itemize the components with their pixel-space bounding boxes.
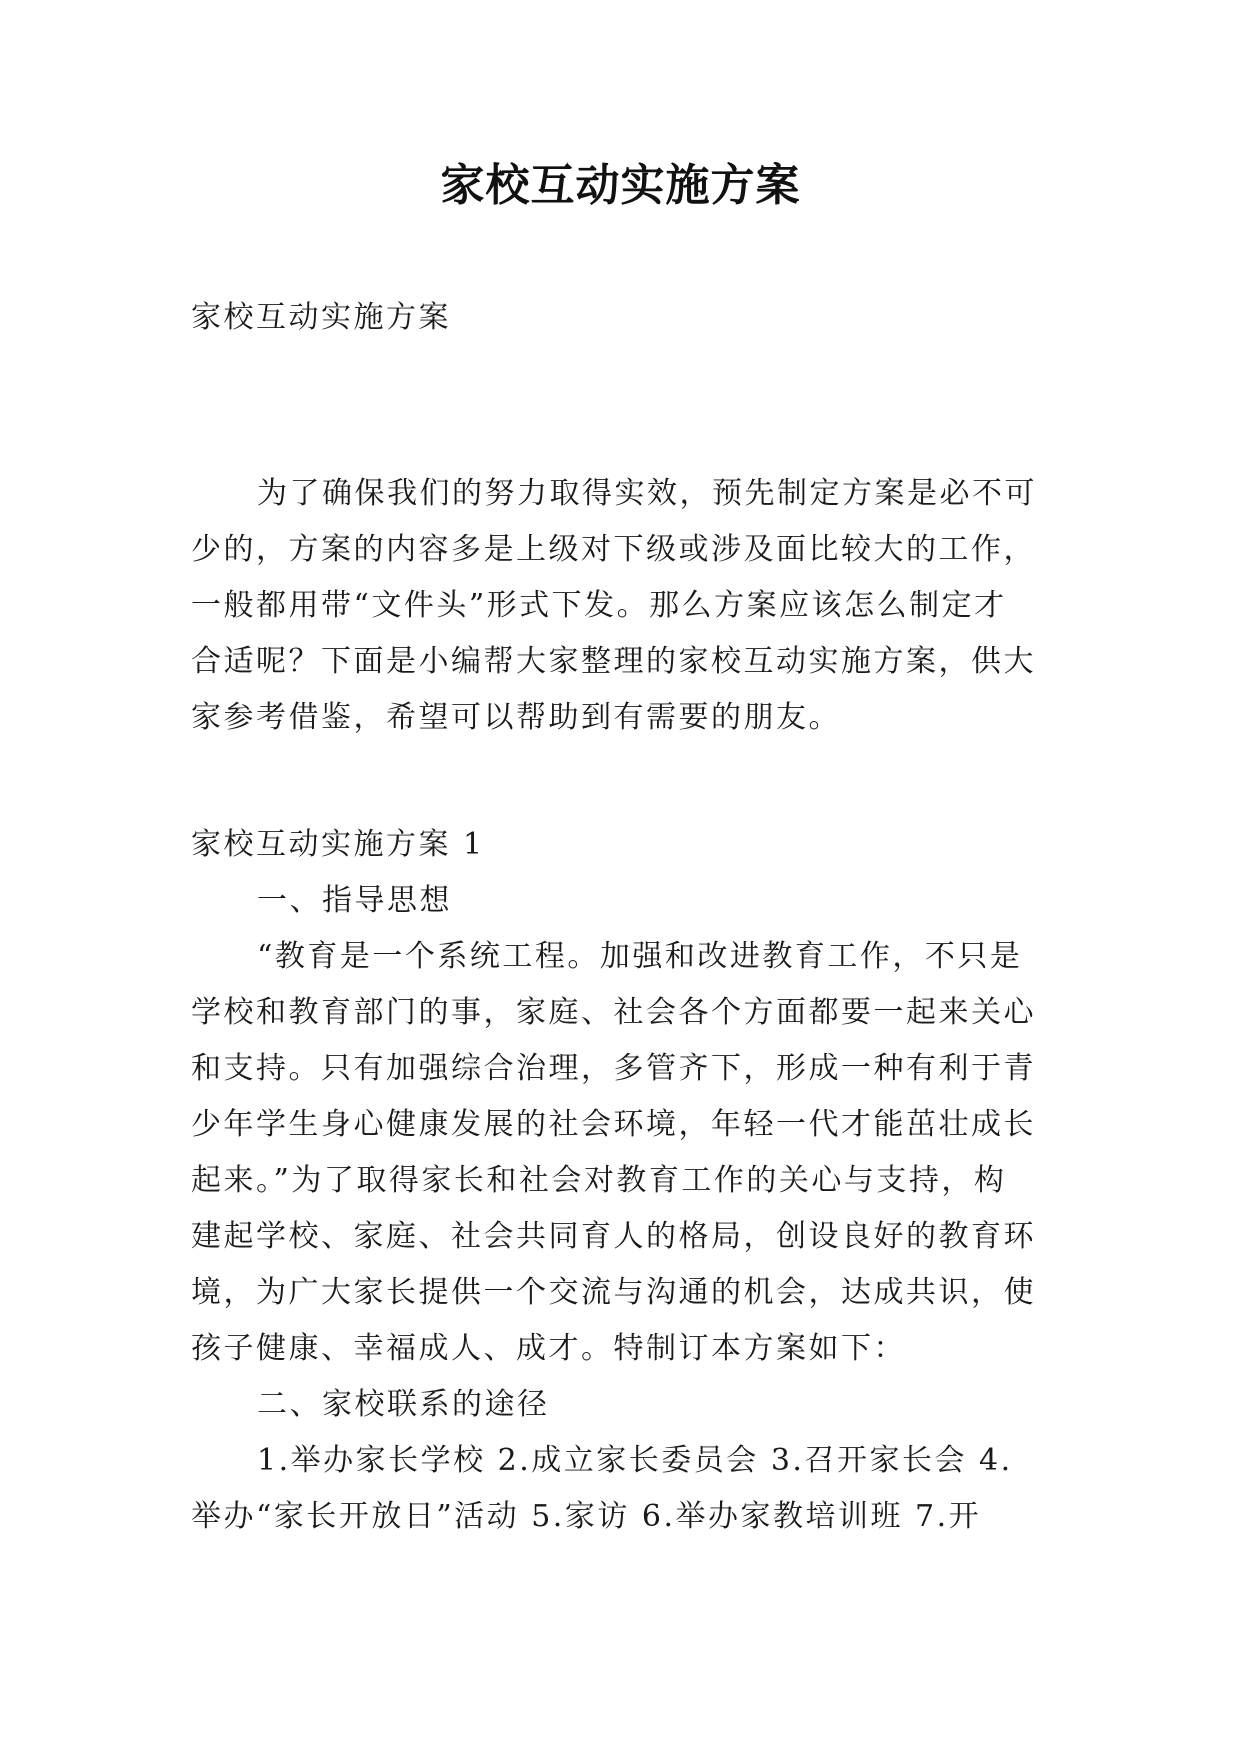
intro-line: 一般都用带“文件头”形式下发。那么方案应该怎么制定才 (191, 588, 1007, 623)
guiding-line: 境，为广大家长提供一个交流与沟通的机会，达成共识，使 (191, 1275, 1036, 1310)
intro-line: 为了确保我们的努力取得实效，预先制定方案是必不可 (257, 476, 1037, 511)
guiding-line: 少年学生身心健康发展的社会环境，年轻一代才能茁壮成长 (191, 1107, 1036, 1142)
contact-heading: 二、家校联系的途径 (257, 1387, 550, 1422)
guiding-line: 建起学校、家庭、社会共同育人的格局，创设良好的教育环 (191, 1219, 1036, 1254)
guiding-line: 和支持。只有加强综合治理，多管齐下，形成一种有利于青 (191, 1051, 1036, 1086)
guiding-line: 学校和教育部门的事，家庭、社会各个方面都要一起来关心 (191, 995, 1036, 1030)
intro-line: 少的，方案的内容多是上级对下级或涉及面比较大的工作， (191, 532, 1036, 567)
document-subtitle (191, 290, 1061, 346)
guiding-line: 孩子健康、幸福成人、成才。特制订本方案如下： (191, 1331, 906, 1366)
contact-line: 1.举办家长学校 2.成立家长委员会 3.召开家长会 4. (257, 1443, 1013, 1478)
subtitle-line: 家校互动实施方案 (191, 300, 451, 335)
guiding-line: 起来。”为了取得家长和社会对教育工作的关心与支持，构 (191, 1163, 1007, 1198)
section-1 (191, 817, 1061, 1545)
intro-line: 家参考借鉴，希望可以帮助到有需要的朋友。 (191, 700, 841, 735)
intro-line: 合适呢？下面是小编帮大家整理的家校互动实施方案，供大 (191, 644, 1036, 679)
guiding-heading: 一、指导思想 (257, 883, 452, 918)
contact-line: 举办“家长开放日”活动 5.家访 6.举办家教培训班 7.开 (191, 1499, 982, 1534)
intro-paragraph (191, 466, 1061, 746)
guiding-line: “教育是一个系统工程。加强和改进教育工作，不只是 (257, 939, 1023, 974)
section-heading: 家校互动实施方案 1 (191, 827, 485, 862)
document-title: 家校互动实施方案 (440, 160, 801, 211)
